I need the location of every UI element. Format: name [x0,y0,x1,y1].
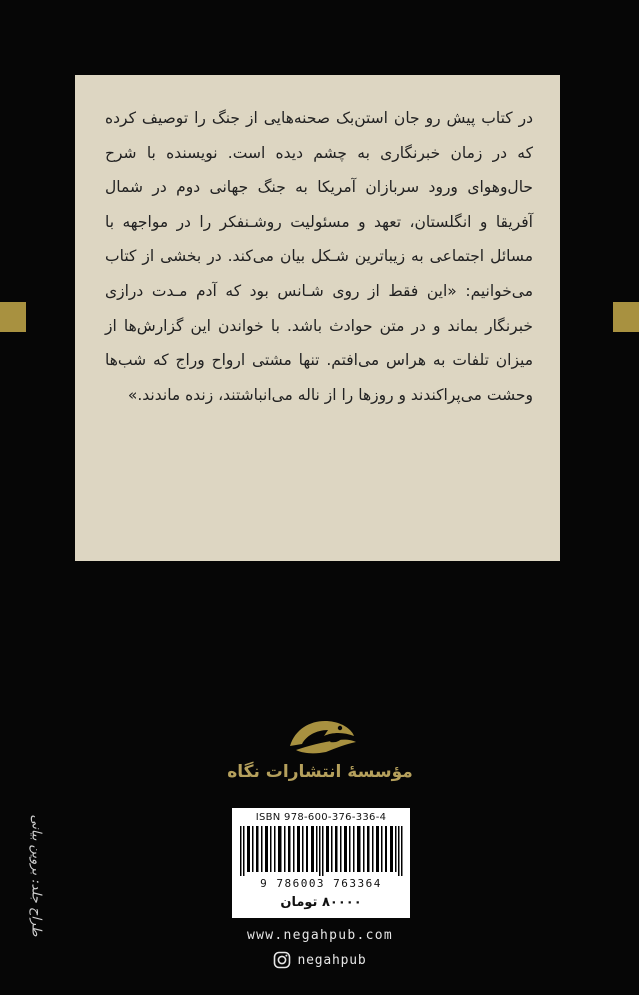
barcode-graphic [238,826,404,876]
price-label: ۸۰۰۰۰ تومان [280,895,362,910]
blurb-text: در کتاب پیش رو جان استن‌بک صحنه‌هایی از جنگ را توصیف کرده که در زمان خبرنگاری به چشم دیده است. نویسنده با شرح حال‌وهوای ورود سربازان آمریکا به جنگ جهانی دوم در شمال آفریقا و انگلستان، تعهد و مسئولیت روشـنفکر را در مواجهه با مسائل اجتماعی به زیباترین شـکل بیان می‌کند. در بخشی از کتاب می‌خوانیم: «این فقط از روی شـانس بود که آدم مـدت درازی خبرنگار بماند و در متن حوادث باشد. با خواندن این گزارش‌ها از میزان تلفات به هراس می‌افتم. تنها مشتی ارواح وراج که شب‌ها وحشت می‌پراکندند و روزها را از ناله می‌انباشتند، زنده ماندند.» [105,109,533,404]
right-edge-marker [613,302,639,332]
left-edge-marker [0,302,26,332]
isbn-number: ISBN 978-600-376-336-4 [255,812,387,823]
negah-logo-icon [282,712,358,760]
instagram-handle-text: negahpub [297,952,367,968]
publisher-name: مؤسسهٔ انتشارات نگاه [227,762,413,782]
instagram-handle[interactable] [240,951,400,969]
barcode-panel [232,808,410,918]
instagram-icon [273,951,291,969]
cover-designer-credit: طراح جلد: بروین بیانی [28,814,44,937]
blurb-panel [75,75,560,561]
website-link[interactable]: www.negahpub.com [246,928,394,943]
barcode-digits: 9 786003 763364 [260,877,382,890]
